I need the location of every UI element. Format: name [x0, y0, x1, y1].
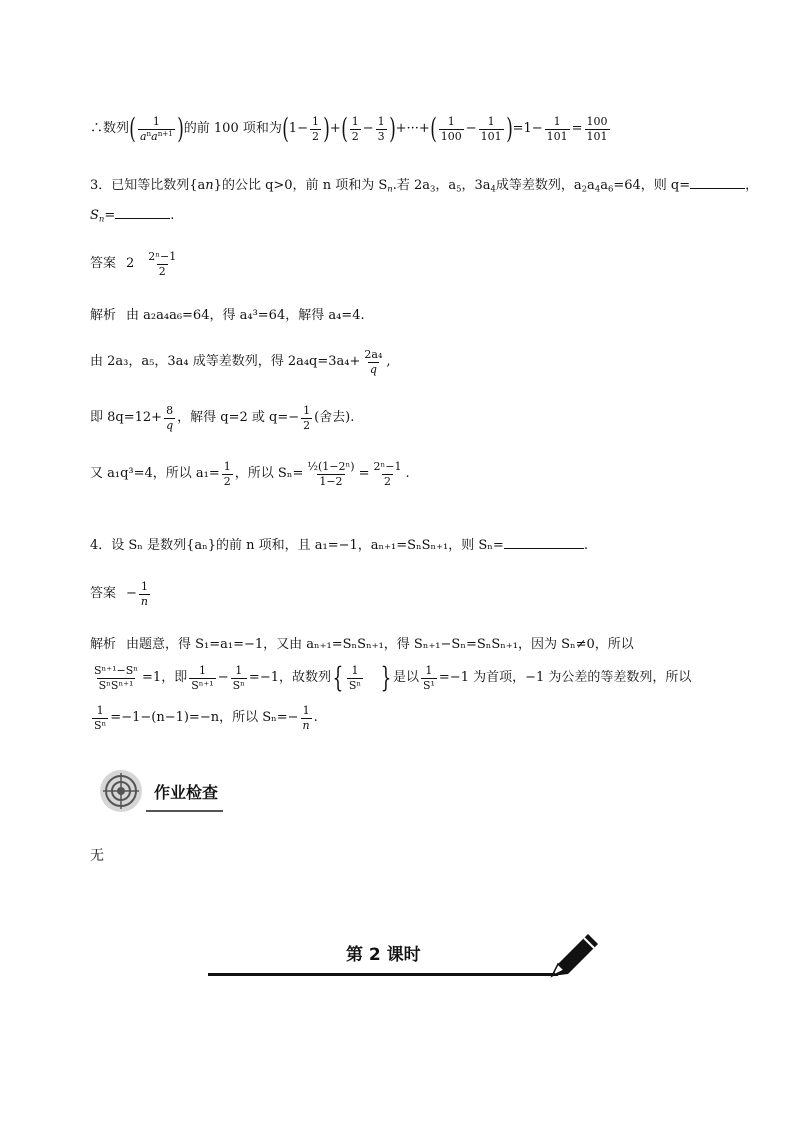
- answer-label: 答案: [90, 256, 117, 272]
- homework-section-header: [100, 766, 225, 816]
- lesson-title: 第 2 课时: [346, 945, 421, 965]
- answer-label: 答案: [90, 586, 117, 602]
- target-icon: [100, 770, 142, 812]
- sum-line: ∴数列 ( $\frac{1}{a^na^{n+1}}$ ) 的前 100 项和为 ( 1 − $\frac{1}{2}$ ) + ( $\frac{1}{2}$ − $\frac{1}{3}$ ) +···+ ( $\frac{1}{100}$ − $\frac{1}{101}$ ) =1− $\frac{1}{101}$ = $\frac{100}{101}$: [90, 112, 608, 146]
- fraction: $\frac{1}{a^na^{n+1}}$: [139, 115, 173, 143]
- q3-solution-2: 由 2a₃，a₅，3a₄ 成等差数列，得 2a₄q=3a₄+ $\frac{\text{2a₄}}{q}$ ,: [90, 348, 391, 376]
- therefore-text: ∴数列: [90, 121, 130, 137]
- q4-answer: 答案 − $\frac{1}{n}$: [90, 580, 149, 608]
- solution-label: 解析: [90, 637, 117, 652]
- question-4: 4．设 Sₙ 是数列{aₙ}的前 n 项和，且 a₁=−1，aₙ₊₁=SₙSₙ₊₁，则 Sₙ= .: [90, 538, 588, 553]
- homework-content: 无: [90, 848, 104, 864]
- q4-solution-3: $\frac{1}{\text{Sⁿ}}$ =−1−(n−1)=−n，所以 Sₙ=− $\frac{1}{n}$ .: [94, 704, 318, 732]
- answer-blank: [690, 188, 745, 189]
- question-3: 3．已知等比数列{an}的公比 q>0，前 n 项和为 $S_n$.若 $2a_3$，$a_5$，$3a_4$成等差数列，$a_2a_4a_6=64$，则 q= ，: [90, 178, 759, 194]
- pencil-icon: [544, 924, 604, 984]
- divider: [146, 810, 223, 812]
- q3-solution-3: 即 8q=12+ $\frac{8}{q}$ ，解得 q=2 或 q=− $\frac{1}{2}$ (舍去).: [90, 404, 355, 432]
- sum-mid-text: 的前 100 项和为: [183, 121, 282, 137]
- q4-solution-2: $\frac{\text{Sⁿ⁺¹−Sⁿ}}{\text{SⁿSⁿ⁺¹}}$ =1，即 $\frac{1}{\text{Sⁿ⁺¹}}$ − $\frac{1}{\text{Sⁿ}}$ =−1，故数列 { $\frac{1}{\text{Sⁿ}}$ } 是以 $\frac{1}{\text{S¹}}$ =−1 为首项，−1 为公差的等差数列，所以: [94, 661, 692, 695]
- q3-solution-4: 又 a₁q³=4，所以 a₁= $\frac{1}{2}$ ，所以 Sₙ= $\frac{\text{½(1−2ⁿ)}}{1-2}$ = $\frac{\text{2ⁿ−1}}{2}$ .: [90, 460, 410, 488]
- question-3-line2: $S_n=$ .: [90, 208, 175, 224]
- homework-title: 作业检查: [154, 783, 219, 802]
- q4-solution-1: 解析 由题意，得 S₁=a₁=−1，又由 aₙ₊₁=SₙSₙ₊₁，得 Sₙ₊₁−Sₙ=SₙSₙ₊₁，因为 Sₙ≠0，所以: [90, 637, 634, 652]
- solution-label: 解析: [90, 308, 117, 323]
- divider: [208, 973, 558, 976]
- answer-blank: [115, 218, 170, 219]
- q3-answer: 答案 2 $\frac{\text{2ⁿ−1}}{2}$: [90, 250, 177, 278]
- answer-blank: [504, 548, 584, 549]
- lesson-banner: [208, 920, 598, 990]
- q3-solution-1: 解析 由 a₂a₄a₆=64，得 a₄³=64，解得 a₄=4.: [90, 308, 365, 323]
